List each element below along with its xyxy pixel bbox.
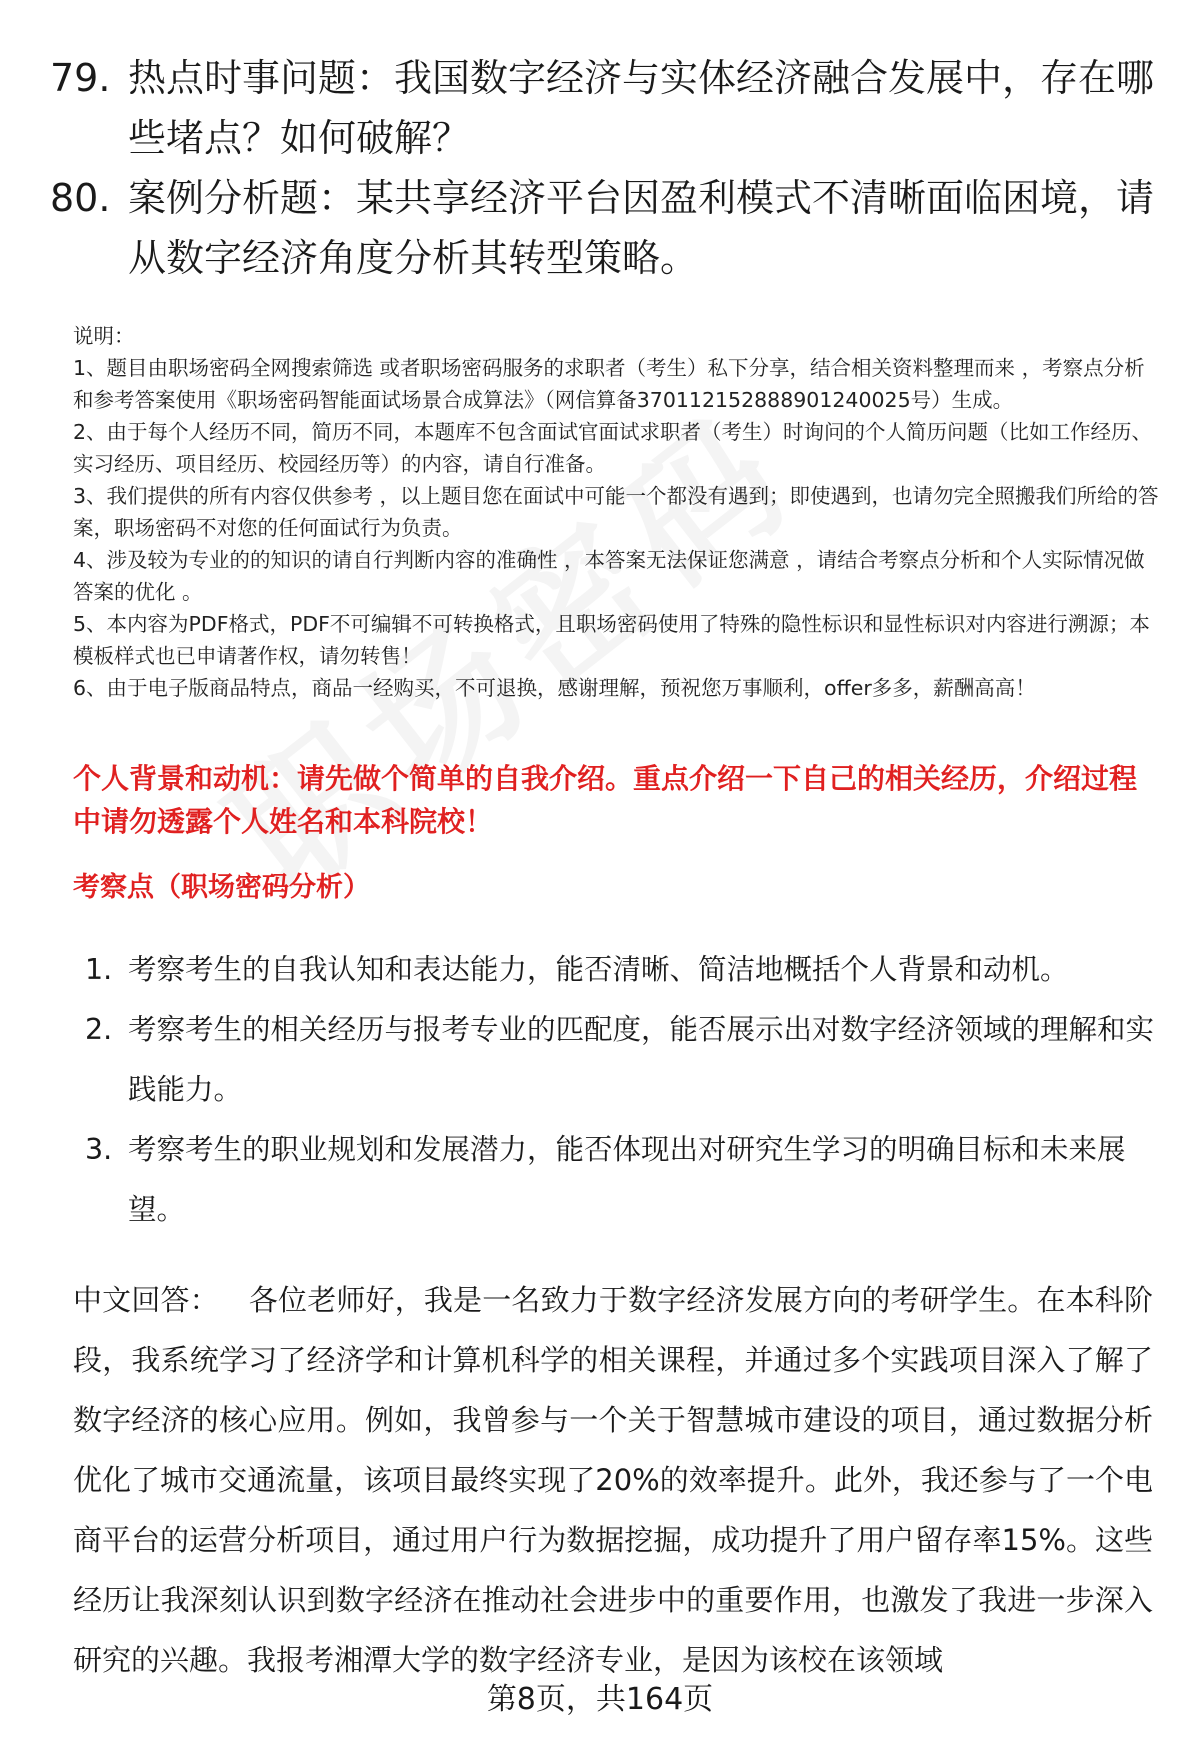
answer-label: 中文回答： xyxy=(73,1283,219,1317)
note-item: 2、由于每个人经历不同，简历不同，本题库不包含面试官面试求职者（考生）时询问的个人简历问题（比如工作经历、实习经历、项目经历、校园经历等）的内容，请自行准备。 xyxy=(73,420,1153,476)
list-item-text: 考察考生的自我认知和表达能力，能否清晰、简洁地概括个人背景和动机。 xyxy=(128,953,1069,986)
question-number: 79. xyxy=(50,56,111,100)
page-number: 第8页，共164页 xyxy=(486,1682,714,1717)
list-item-text: 考察考生的职业规划和发展潜力，能否体现出对研究生学习的明确目标和未来展望。 xyxy=(128,1133,1126,1226)
note-item: 3、我们提供的所有内容仅供参考 ，以上题目您在面试中可能一个都没有遇到；即使遇到，也请勿完全照搬我们所给的答案，职场密码不对您的任何面试行为负责。 xyxy=(73,484,1159,540)
answer-block xyxy=(73,1270,1153,1690)
note-item: 5、本内容为PDF格式，PDF不可编辑不可转换格式，且职场密码使用了特殊的隐性标识和显性标识对内容进行溯源；本模板样式也已申请著作权，请勿转售！ xyxy=(73,612,1150,668)
list-item-number: 1. xyxy=(85,953,113,986)
answer-text: 各位老师好，我是一名致力于数字经济发展方向的考研学生。在本科阶段，我系统学习了经济学和计算机科学的相关课程，并通过多个实践项目深入了解了数字经济的核心应用。例如，我曾参与一个关于智慧城市建设的项目，通过数据分析优化了城市交通流量，该项目最终实现了20%的效率提升。此外，我还参与了一个电商平台的运营分析项目，通过用户行为数据挖掘，成功提升了用户留存率15%。这些经历让我深刻认识到数字经济在推动社会进步中的重要作用，也激发了我进一步深入研究的兴趣。我报考湘潭大学的数字经济专业，是因为该校在该领域 xyxy=(73,1283,1153,1677)
list-item-text: 考察考生的相关经历与报考专业的匹配度，能否展示出对数字经济领域的理解和实践能力。 xyxy=(128,1013,1155,1106)
notes-block xyxy=(73,320,1163,704)
question-item-80 xyxy=(50,168,1160,288)
list-item-number: 3. xyxy=(85,1133,113,1166)
question-number: 80. xyxy=(50,176,111,220)
section-subtitle: 考察点（职场密码分析） xyxy=(73,872,370,903)
list-item xyxy=(73,1120,1158,1240)
notes-title: 说明： xyxy=(73,324,135,348)
list-item xyxy=(73,940,1158,1000)
question-text: 热点时事问题：我国数字经济与实体经济融合发展中，存在哪些堵点？如何破解？ xyxy=(128,56,1155,160)
list-item-number: 2. xyxy=(85,1013,113,1046)
section-title: 个人背景和动机：请先做个简单的自我介绍。重点介绍一下自己的相关经历，介绍过程中请勿透露个人姓名和本科院校！ xyxy=(73,762,1138,838)
assessment-points-list xyxy=(73,940,1158,1240)
list-item xyxy=(73,1000,1158,1120)
note-item: 4、涉及较为专业的的知识的请自行判断内容的准确性 ，本答案无法保证您满意 ，请结合考察点分析和个人实际情况做答案的优化 。 xyxy=(73,548,1145,604)
question-text: 案例分析题：某共享经济平台因盈利模式不清晰面临困境，请从数字经济角度分析其转型策略。 xyxy=(128,176,1155,280)
note-item: 6、由于电子版商品特点，商品一经购买，不可退换，感谢理解，预祝您万事顺利，offer多多，薪酬高高！ xyxy=(73,676,1036,700)
note-item: 1、题目由职场密码全网搜索筛选 或者职场密码服务的求职者（考生）私下分享，结合相关资料整理而来 ，考察点分析和参考答案使用《职场密码智能面试场景合成算法》（网信算备370112152888901240025号）生成。 xyxy=(73,356,1145,412)
question-item-79 xyxy=(50,48,1160,168)
